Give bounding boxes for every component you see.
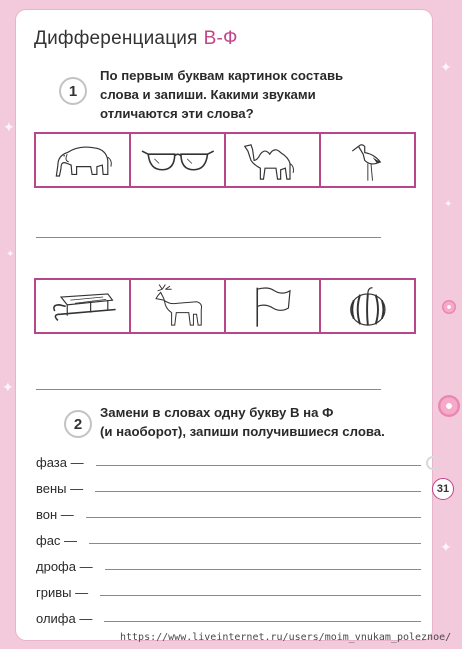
- swirl-icon: [426, 456, 440, 470]
- word-answer-row: [36, 554, 421, 574]
- word-answer-row: [36, 502, 421, 522]
- picture-cell: [226, 134, 321, 186]
- flower-icon: [438, 395, 460, 417]
- title-text: Дифференциация: [34, 28, 198, 49]
- star-icon: ✦: [440, 59, 452, 75]
- answer-line: [86, 517, 421, 518]
- star-icon: ✦: [440, 539, 452, 555]
- sled-icon: [41, 283, 125, 330]
- task-1-instructions: [100, 66, 343, 123]
- answer-line: [36, 389, 381, 390]
- task-1-line: отличаются эти слова?: [100, 106, 254, 121]
- glasses-icon: [136, 137, 220, 184]
- picture-cell: [321, 280, 414, 332]
- word-label: гривы —: [36, 585, 89, 600]
- flower-icon: [442, 300, 456, 314]
- word-label: олифа —: [36, 611, 93, 626]
- answer-line: [100, 595, 421, 596]
- task-number-2: 2: [64, 410, 92, 438]
- word-answer-row: [36, 580, 421, 600]
- star-icon: ✦: [6, 249, 15, 260]
- task-1-line: слова и запиши. Какими звуками: [100, 87, 316, 102]
- deer-icon: [136, 283, 220, 330]
- star-icon: ✦: [3, 119, 15, 135]
- star-icon: ✦: [444, 199, 453, 210]
- star-icon: ✦: [2, 379, 14, 395]
- word-label: дрофа —: [36, 559, 93, 574]
- word-answer-row: [36, 450, 421, 470]
- picture-cell: [321, 134, 414, 186]
- word-answer-row: [36, 606, 421, 626]
- task-2-line: Замени в словах одну букву В на Ф: [100, 405, 334, 420]
- word-label: фаза —: [36, 455, 84, 470]
- picture-cell: [36, 134, 131, 186]
- word-label: вон —: [36, 507, 74, 522]
- page-title: [34, 28, 238, 50]
- picture-cell: [131, 134, 226, 186]
- watermelon-icon: [326, 283, 410, 330]
- word-answer-row: [36, 476, 421, 496]
- picture-cell: [131, 280, 226, 332]
- watermark-url[interactable]: https://www.liveinternet.ru/users/moim_vnukam_poleznoe/: [120, 632, 452, 643]
- elephant-icon: [41, 137, 125, 184]
- camel-icon: [231, 137, 315, 184]
- answer-line: [95, 491, 421, 492]
- word-answer-row: [36, 528, 421, 548]
- task-number-1: 1: [59, 77, 87, 105]
- task-2-instructions: [100, 403, 385, 441]
- workbook-page: [16, 10, 432, 640]
- stork-icon: [326, 137, 410, 184]
- page-number: 31: [432, 478, 454, 500]
- picture-row-1: [34, 132, 416, 188]
- flag-icon: [231, 283, 315, 330]
- word-label: фас —: [36, 533, 78, 548]
- answer-line: [104, 621, 421, 622]
- picture-row-2: [34, 278, 416, 334]
- answer-line: [105, 569, 421, 570]
- picture-cell: [36, 280, 131, 332]
- answer-line: [96, 465, 421, 466]
- picture-cell: [226, 280, 321, 332]
- task-2-line: (и наоборот), запиши получившиеся слова.: [100, 424, 385, 439]
- title-accent: В-Ф: [203, 28, 238, 49]
- answer-line: [89, 543, 421, 544]
- answer-line: [36, 237, 381, 238]
- task-1-line: По первым буквам картинок составь: [100, 68, 344, 83]
- word-label: вены —: [36, 481, 84, 496]
